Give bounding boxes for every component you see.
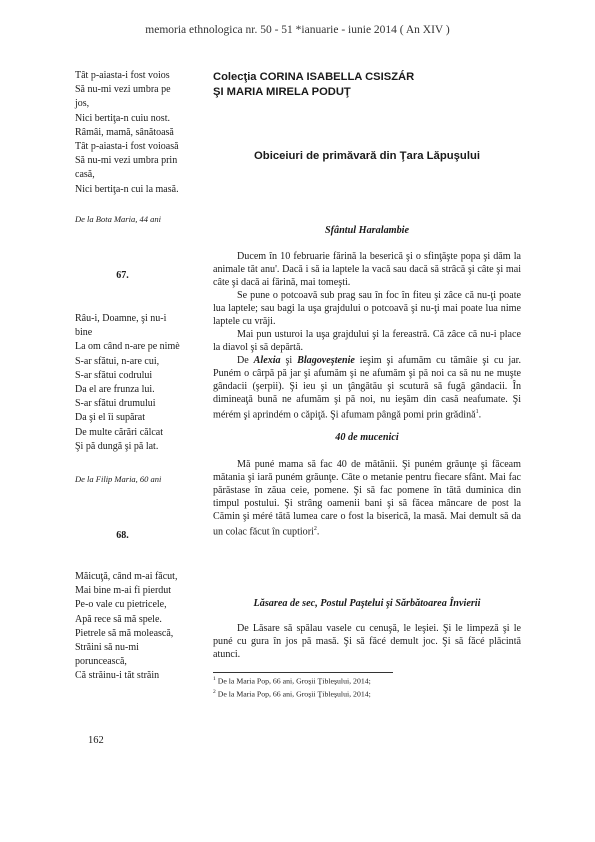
- poem-line: Apă rece să mă spele.: [75, 613, 162, 625]
- section-heading-lasarea-de-sec: Lăsarea de sec, Postul Paştelui şi Sărbătoarea Învierii: [253, 598, 481, 609]
- collection-authors: [213, 70, 521, 100]
- poem-line: Să nu-mi vezi umbra pe: [75, 84, 171, 96]
- poem-line: Râu-i, Doamne, şi nu-i: [75, 313, 167, 324]
- paragraph: Mai pun usturoi la uşa grajdului şi la fereastră. Că zâce că nu-i place la diavol şi să depărtă.: [213, 329, 521, 353]
- journal-header: memoria ethnologica nr. 50 - 51 *ianuarie - iunie 2014 ( An XIV ): [145, 24, 450, 36]
- section-body-lasarea-de-sec: [213, 622, 521, 661]
- poem-line: bine: [75, 327, 93, 339]
- poem-line: Da el are frunza lui.: [75, 384, 155, 396]
- poem-68: [75, 570, 205, 684]
- paragraph: Mă puné mama să fac 40 de mătănii. Şi puném grăunţe şi făceam mătania şi iară puném grăunţe. Câte o metanie pentru fiecare sfânt. Mai fac părăstase în zăua ceie, pomene. Şi să fac pomene în tătă duminica din timpul postului. Şi strâng oamenii bani şi să făcea mâncare de post la Cămin şi méré tătă lumea care o fost la biserică, la masă. Mai demult să da un colac făcut în cuptiori$^2$.: [213, 459, 521, 538]
- poem-line: Pe-o vale cu pietricele,: [75, 599, 167, 611]
- poem-67: [75, 312, 205, 454]
- paragraph: De Lăsare să spălau vasele cu cenuşă, le leşiei. Şi le limpeză şi le puné cu gura în jos pă masă. Şi să făcé demult joc. Şi să făcé plăcintă atunci.: [213, 623, 521, 660]
- poem-line: Râmâi, mamă, sânătoasă: [75, 126, 174, 138]
- article-title: Obiceiuri de primăvară din Ţara Lăpuşului: [254, 150, 480, 162]
- poem-line: S-ar sfătui, n-are cui,: [75, 355, 160, 367]
- poem-line: jos,: [75, 98, 90, 110]
- poem-line: Mai bine m-ai fi pierdut: [75, 585, 172, 597]
- section-heading-40-mucenici: 40 de mucenici: [335, 432, 399, 443]
- paragraph: Se pune o potcoavă sub prag sau în foc în fiteu şi zâce că nu-ţi poate lua laptele; sau bagi la uşa grajdului o potcoavă şi nu-ţi mai poate lua nime laptele cu vrăji.: [213, 290, 521, 327]
- authors-line-2: ŞI MARIA MIRELA PODUŢ: [213, 86, 351, 98]
- poem-line: De multe cărări călcat: [75, 426, 163, 438]
- source-note-67: De la Filip Maria, 60 ani: [75, 474, 162, 484]
- footnote-ref-2[interactable]: 2: [313, 526, 317, 532]
- section-body-haralambie: [213, 250, 521, 421]
- poem-line: S-ar sfătui codrului: [75, 369, 153, 381]
- source-note-66: De la Bota Maria, 44 ani: [75, 214, 161, 224]
- poem-line: Nici bertiţa-n cui la masă.: [75, 183, 179, 195]
- section-body-40-mucenici: [213, 458, 521, 538]
- poem-line: Străini să nu-mi: [75, 642, 139, 654]
- paragraph: Ducem în 10 februarie fărină la beserică şi o sfinţăşte popa şi dăm la animale tăt anu'. Dacă i să ia laptele la vacă sau dacă să strâcă şi câte şi mai câte şi dacă ai fărină, mai tomeşti.: [213, 251, 521, 288]
- poem-number-68: 68.: [116, 530, 129, 541]
- poem-line: Şi pă dungă şi pă lat.: [75, 440, 159, 452]
- poem-line: Tât p-aiasta-i fost voioasă: [75, 141, 179, 153]
- poem-line: Tât p-aiasta-i fost voios: [75, 70, 170, 81]
- poem-line: casă,: [75, 169, 95, 181]
- poem-line: Că străinu-i tăt străin: [75, 670, 160, 682]
- footnotes: [213, 672, 393, 699]
- poem-number-67: 67.: [116, 270, 129, 281]
- poem-line: La om când n-are pe nimè: [75, 341, 180, 353]
- poem-line: Nici bertiţa-n cuiu nost.: [75, 112, 170, 124]
- paragraph: De Alexia şi Blagoveştenie ieşim şi afumăm cu tămâie şi cu jar. Puném o cârpă pă jar şi afumăm şi ne afumăm şi pă noi ca să nu ne muşte gândacii (şerpii). Şi ieu şi un ţângătău şi scutură să fugă gândacii. În dimineaţă bună ne afumăm şi pă noi, nu ieşăm din casă neafumate. Şi mérém şi aprindém o căpiţă. Şi afumam pângă pomi prin grădină$^1$.: [213, 355, 521, 421]
- poem-line: S-ar sfătui drumului: [75, 398, 156, 410]
- footnote-1: $^1$ De la Maria Pop, 66 ani, Groşii Ţibleşului, 2014;: [213, 676, 371, 686]
- page-number: 162: [88, 735, 104, 746]
- poem-line: Măicuţă, când m-ai făcut,: [75, 571, 178, 582]
- footnote-ref-1[interactable]: 1: [475, 409, 479, 415]
- poem-line: Pietrele să mă molească,: [75, 627, 174, 639]
- poem-line: Să nu-mi vezi umbra prin: [75, 155, 178, 167]
- section-heading-haralambie: Sfântul Haralambie: [324, 225, 410, 236]
- poem-line: poruncească,: [75, 656, 127, 668]
- poem-line: Da şi el îi supărat: [75, 412, 145, 424]
- poem-fragment-66: [75, 69, 205, 197]
- authors-line-1: Colecţia CORINA ISABELLA CSISZÁR: [213, 71, 415, 83]
- footnote-2: $^2$ De la Maria Pop, 66 ani, Groşii Ţibleşului, 2014;: [213, 688, 371, 699]
